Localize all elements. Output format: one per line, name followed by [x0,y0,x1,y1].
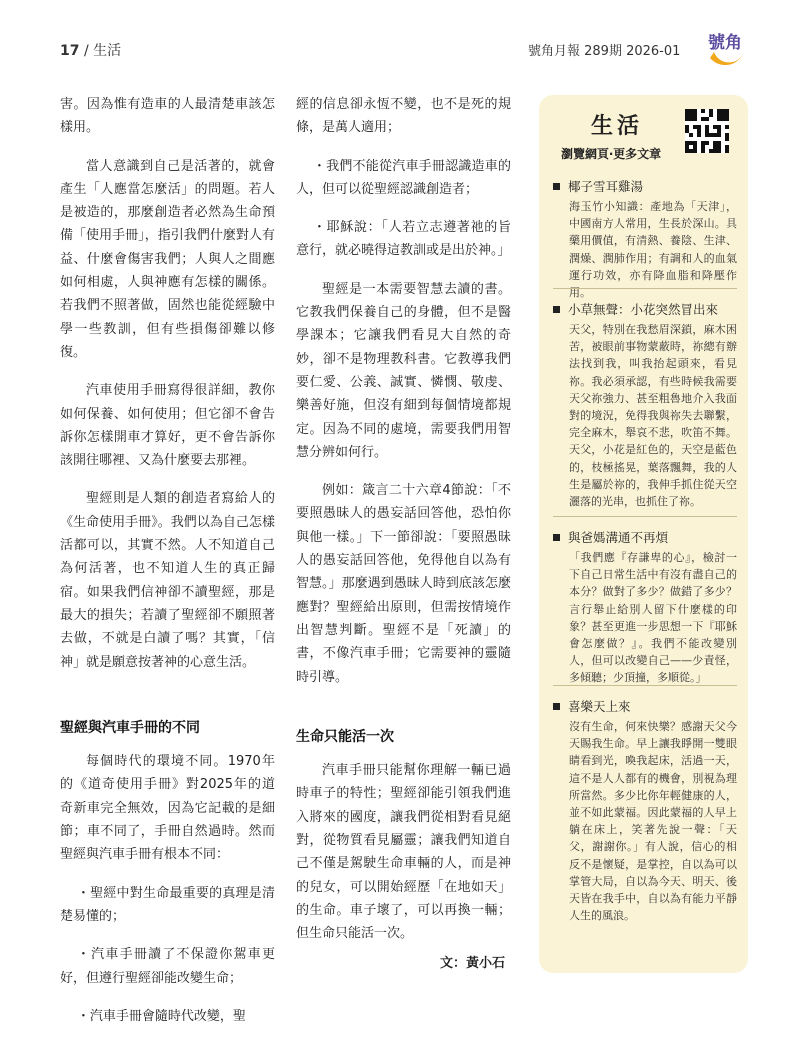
bullet-point: ・汽車手冊讀了不保證你駕車更好，但遵行聖經卻能改變生命； [60,947,275,986]
paragraph: 聖經則是人類的創造者寫給人的《生命使用手冊》。我們以為自己怎樣活都可以，其實不然。人不知道自己為何活著，也不知道人生的真正歸宿。如果我們信神卻不讀聖經，那是最大的損失；若讀了聖經卻不願照著去做，不就是白讀了嗎？其實，「信神」就是願意按著神的心意生活。 [60,491,275,670]
divider [553,288,737,289]
paragraph: 汽車手冊只能幫你理解一輛已過時車子的特性；聖經卻能引領我們進入將來的國度，讓我們從相對看見絕對，從物質看見屬靈；讓我們知道自己不僅是駕駛生命車輛的人，而是神的兒女，可以開始經歷「在地如天」的生命。車子壞了，可以再換一輛；但生命只能活一次。 [296,763,511,942]
sidebar-subtitle: 瀏覽網頁‧更多文章 [561,147,662,161]
divider [553,685,737,686]
logo-icon [700,22,750,68]
page-header-left [60,40,121,60]
sidebar-item-title: 與爸媽溝通不再煩 [568,530,669,545]
sidebar-item[interactable] [553,300,737,510]
author-credit: 文：黃小石 [440,956,506,971]
bullet-square-icon [553,703,560,710]
header-separator: / [83,43,94,59]
bullet-square-icon [553,534,560,541]
sidebar-item[interactable] [553,528,737,687]
section-name: 生活 [93,43,122,59]
sidebar-item-body: 海玉竹小知識：產地為「天津」，中國南方人常用，生長於深山。具藥用價值，有清熱、養陰、生津、潤燥、潤肺作用；有調和人的血氣運行功效，亦有降血脂和降壓作用。 [569,200,737,300]
paragraph: 例如：箴言二十六章4節說：「不要照愚昧人的愚妄話回答他，恐怕你與他一樣。」下一節卻說：「要照愚昧人的愚妄話回答他，免得他自以為有智慧。」那麼遇到愚昧人時到底該怎麼應對？聖經給出原則，但需按情境作出智慧判斷。聖經不是「死讀」的書，不像汽車手冊；它需要神的靈隨時引導。 [296,483,511,685]
article-column-2 [296,93,511,961]
divider [553,516,737,517]
sidebar-panel [539,95,748,973]
qr-code-icon[interactable] [685,109,729,153]
logo-text: 號角 [708,33,742,53]
section-heading: 生命只能活一次 [296,728,394,745]
section-heading: 聖經與汽車手冊的不同 [60,719,200,736]
magazine-logo [700,22,750,68]
bullet-point: ・汽車手冊會隨時代改變，聖 [76,1008,246,1024]
sidebar-item-body: 「我們應『存謙卑的心』，檢討一下自己日常生活中有沒有盡自己的本分？做對了多少？做錯了多少？言行舉止給別人留下什麼樣的印象？甚至更進一步思想一下『耶穌會怎麼做？』。我們不能改變別人，但可以改變自己——少責怪，多傾聽；少頂撞，多順從。」 [569,551,737,685]
paragraph: 當人意識到自己是活著的，就會產生「人應當怎麼活」的問題。若人是被造的，那麼創造者必然為生命預備「使用手冊」，指引我們什麼對人有益、什麼會傷害我們；人與人之間應如何相處，人與神應有怎樣的關係。若我們不照著做，固然也能從經驗中學一些教訓，但有些損傷卻難以修復。 [60,158,275,360]
paragraph: 聖經是一本需要智慧去讀的書。它教我們保養自己的身體，但不是醫學課本；它讓我們看見大自然的奇妙，卻不是物理教科書。它教導我們要仁愛、公義、誠實、憐憫、敬虔、樂善好施，但沒有細到每個情境都規定。因為不同的處境，需要我們用智慧分辨如何行。 [296,281,511,460]
sidebar-item-body: 天父，特別在我愁眉深鎖，麻木困苦，被眼前事物蒙蔽時，祢總有辦法找到我，叫我抬起頭來，看見祢。我必須承認，有些時候我需要天父祢強力、甚至粗魯地介入我面對的境況，免得我與祢失去聯繫，完全麻木，舉哀不悲，吹笛不舞。天父，小花是紅色的，天空是藍色的，枝極搖晃，葉落飄舞，我的人生是屬於祢的，我伸手抓住從天空灑落的光串，也抓住了祢。 [569,323,737,509]
page-number: 17 [60,43,80,59]
article-column-1 [60,93,275,1043]
paragraph: 每個時代的環境不同。1970年的《道奇使用手冊》對2025年的道奇新車完全無效，因為它記載的是細節；車不同了，手冊自然過時。然而聖經與汽車手冊有根本不同： [60,754,275,863]
sidebar-item-title: 小草無聲：小花突然冒出來 [568,302,719,317]
paragraph: 經的信息卻永恆不變，也不是死的規條，是萬人適用； [296,97,511,136]
bullet-square-icon [553,306,560,313]
sidebar-item[interactable] [553,697,737,924]
sidebar-item-title: 喜樂天上來 [568,699,631,714]
sidebar-item[interactable] [553,177,737,301]
bullet-square-icon [553,183,560,190]
sidebar-item-title: 椰子雪耳雞湯 [568,179,644,194]
sidebar-item-body: 沒有生命，何來快樂？感謝天父今天賜我生命。早上讓我睜開一雙眼睛看到光，喚我起床，活過一天，這不是人人都有的機會，別視為理所當然。多少比你年輕健康的人，並不如此蒙福。因此蒙福的人早上躺在床上，笑著先說一聲：「天父，謝謝你。」有人說，信心的相反不是懷疑，是掌控，自以為可以掌管大局，自以為今天、明天、後天皆在我手中，自以為有能力平靜人生的風浪。 [569,720,737,923]
bullet-point: ・我們不能從汽車手冊認識造車的人，但可以從聖經認識創造者； [296,158,511,197]
paragraph: 汽車使用手冊寫得很詳細，教你如何保養、如何使用；但它卻不會告訴你怎樣開車才算好，更不會告訴你該開往哪裡、又為什麼要去那裡。 [60,383,275,469]
bullet-point: ・耶穌說：「人若立志遵著祂的旨意行，就必曉得這教訓或是出於神。」 [296,220,511,259]
magazine-issue: 號角月報 289期 2026-01 [528,44,681,59]
sidebar-title: 生活 [591,114,644,139]
paragraph: 害。因為惟有造車的人最清楚車該怎樣用。 [60,97,275,136]
bullet-point: ・聖經中對生命最重要的真理是清楚易懂的； [60,885,275,924]
